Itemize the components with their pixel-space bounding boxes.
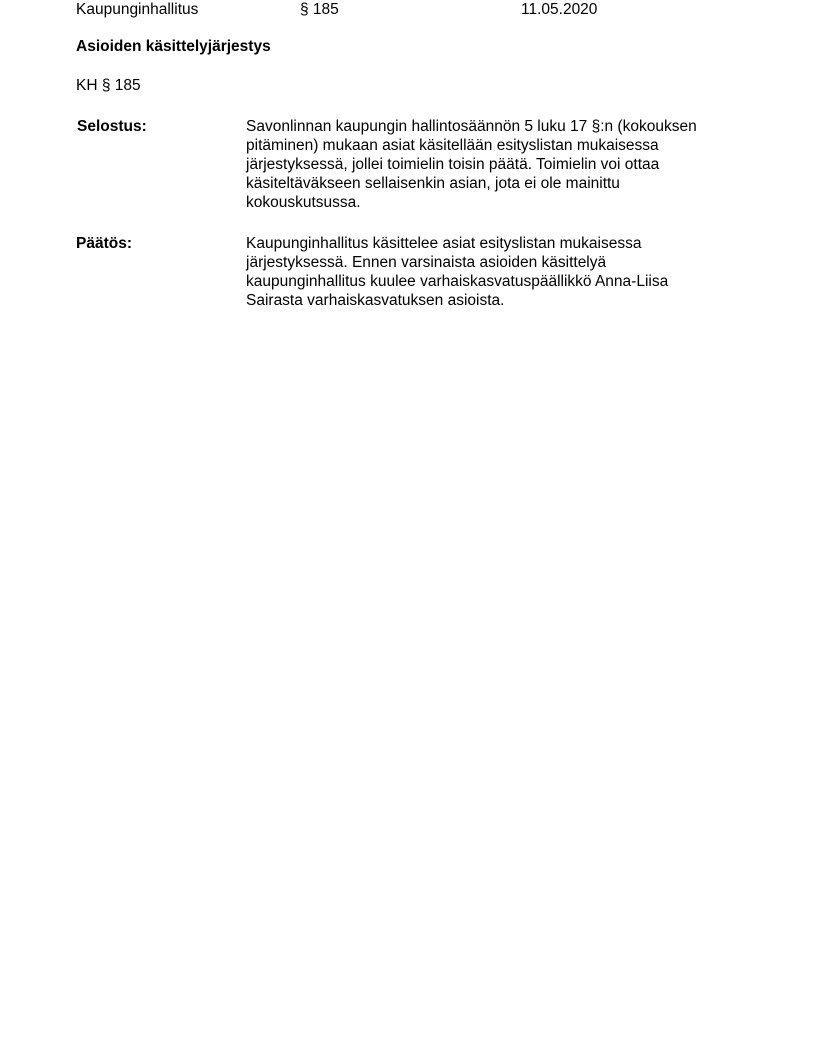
document-title: Asioiden käsittelyjärjestys	[76, 38, 271, 55]
paatos-text	[246, 234, 726, 310]
paatos-line: Sairasta varhaiskasvatuksen asioista.	[246, 292, 505, 309]
paatos-line: järjestyksessä. Ennen varsinaista asioiden käsittelyä	[246, 254, 607, 271]
header-body-name: Kaupunginhallitus	[76, 1, 199, 18]
document-header	[76, 0, 776, 20]
selostus-line: kokouskutsussa.	[246, 194, 361, 211]
selostus-label: Selostus:	[77, 118, 147, 135]
paatos-label: Päätös:	[76, 235, 132, 252]
selostus-line: käsiteltäväkseen sellaisenkin asian, jota ei ole mainittu	[246, 175, 620, 192]
selostus-line: pitäminen) mukaan asiat käsitellään esityslistan mukaisessa	[246, 137, 659, 154]
selostus-line: järjestyksessä, jollei toimielin toisin päätä. Toimielin voi ottaa	[246, 156, 660, 173]
header-section-number: § 185	[300, 1, 339, 18]
selostus-text	[246, 117, 726, 212]
section-reference: KH § 185	[76, 77, 141, 94]
paatos-line: kaupunginhallitus kuulee varhaiskasvatuspäällikkö Anna-Liisa	[246, 273, 669, 290]
selostus-line: Savonlinnan kaupungin hallintosäännön 5 luku 17 §:n (kokouksen	[246, 118, 697, 135]
paatos-line: Kaupunginhallitus käsittelee asiat esityslistan mukaisessa	[246, 235, 642, 252]
header-date: 11.05.2020	[521, 1, 598, 18]
